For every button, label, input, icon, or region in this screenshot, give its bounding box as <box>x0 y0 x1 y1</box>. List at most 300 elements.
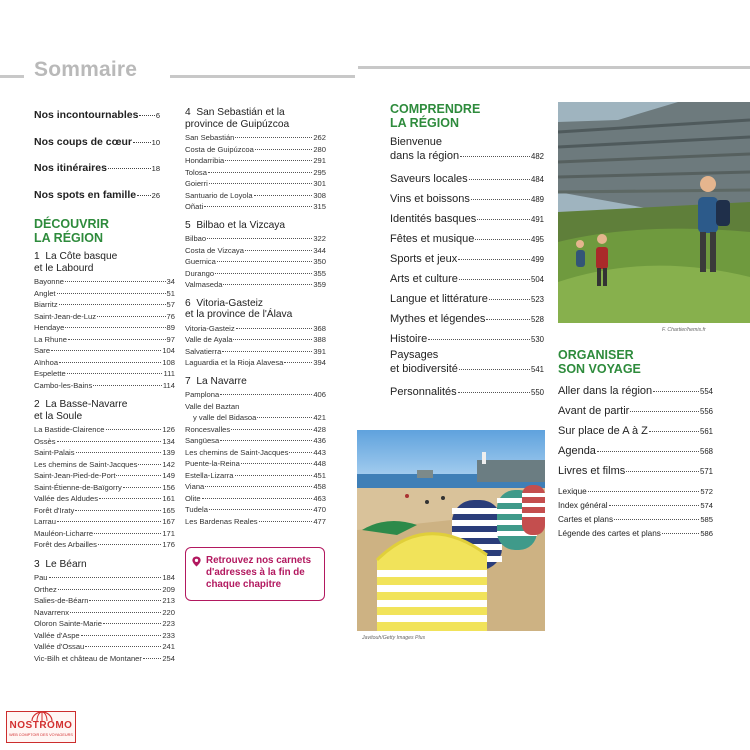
toc-entry-page: 18 <box>151 164 160 173</box>
toc-entry-page: 57 <box>166 300 175 309</box>
dot-leader <box>57 441 162 442</box>
dot-leader <box>99 498 161 499</box>
region-heading[interactable] <box>185 220 326 232</box>
toc-entry[interactable] <box>185 132 326 144</box>
dot-leader <box>65 281 166 282</box>
toc-entry-page: 142 <box>162 459 175 469</box>
toc-entry-page: 499 <box>530 255 544 264</box>
toc-entry-label: Bilbao <box>185 234 207 243</box>
beach-photo <box>357 430 545 631</box>
toc-entry-page: 161 <box>162 494 175 503</box>
dot-leader <box>245 250 312 251</box>
toc-entry-label: Aller dans la région <box>558 385 653 397</box>
dot-leader <box>459 369 530 370</box>
dot-leader <box>97 316 165 317</box>
toc-entry-page: 541 <box>530 365 544 374</box>
organiser-column <box>558 348 713 541</box>
toc-entry-label: Valmaseda <box>185 280 223 289</box>
toc-entry[interactable] <box>185 233 326 245</box>
toc-entry-page: 484 <box>530 175 544 184</box>
toc-entry-page: 308 <box>313 190 326 200</box>
toc-entry[interactable] <box>34 288 175 300</box>
toc-entry-label: Larrau <box>34 517 56 526</box>
toc-entry[interactable] <box>185 190 326 202</box>
toc-entry-page: 528 <box>530 315 544 324</box>
toc-entry[interactable] <box>185 323 326 335</box>
toc-entry-label: Sports et jeux <box>390 253 458 265</box>
dot-leader <box>208 172 312 173</box>
toc-entry-page: 34 <box>166 277 175 286</box>
toc-entry[interactable] <box>34 311 175 323</box>
toc-entry-label: Arts et culture <box>390 273 458 285</box>
toc-entry[interactable] <box>390 209 544 229</box>
toc-entry-page: 436 <box>313 436 326 445</box>
region-title-line2: et le Labourd <box>34 262 94 274</box>
toc-entry-label: Goierri <box>185 179 208 188</box>
region-title: La Basse-Navarre <box>45 399 128 410</box>
toc-entry-label: Oñati <box>185 202 204 211</box>
dot-leader <box>217 261 313 262</box>
region-number: 6 <box>185 297 191 309</box>
toc-entry-label: Nos incontournables <box>34 109 139 121</box>
toc-entry[interactable] <box>185 481 326 493</box>
toc-entry[interactable] <box>185 155 326 167</box>
toc-entry-label: Viana <box>185 482 205 491</box>
toc-entry[interactable] <box>185 504 326 516</box>
toc-entry-label: Légende des cartes et plans <box>558 529 661 538</box>
toc-entry[interactable] <box>185 424 326 436</box>
toc-entry-label: Forêt des Arbailles <box>34 540 97 549</box>
toc-entry-label: Orthez <box>34 584 57 594</box>
toc-entry[interactable] <box>34 276 175 288</box>
toc-entry-page: 184 <box>162 573 175 582</box>
dot-leader <box>241 463 312 464</box>
toc-entry[interactable] <box>34 630 175 642</box>
toc-entry-label: y valle del Bidasoa <box>193 413 257 422</box>
toc-entry[interactable] <box>558 461 713 481</box>
toc-entry-label: Cartes et plans <box>558 515 614 524</box>
toc-entry-page: 76 <box>166 311 175 321</box>
region-heading[interactable] <box>185 376 326 388</box>
toc-entry[interactable] <box>34 528 175 540</box>
toc-entry[interactable] <box>185 493 326 505</box>
toc-entry-page: 111 <box>163 369 175 378</box>
toc-entry[interactable] <box>390 269 544 289</box>
toc-entry-label: Nos spots en famille <box>34 188 137 201</box>
region-heading[interactable] <box>34 559 175 571</box>
dot-leader <box>103 623 161 624</box>
toc-entry-label: Vallée des Aldudes <box>34 494 99 503</box>
dot-leader <box>59 304 166 305</box>
toc-entry-label: Saint-Jean-Pied-de-Port <box>34 471 116 480</box>
dot-leader <box>597 451 699 452</box>
toc-entry[interactable] <box>34 572 175 584</box>
toc-entry[interactable] <box>185 178 326 190</box>
toc-entry[interactable] <box>185 346 326 358</box>
dot-leader <box>284 362 312 363</box>
dot-leader <box>209 183 313 184</box>
dot-leader <box>81 635 162 636</box>
toc-entry-page: 233 <box>162 630 175 640</box>
toc-entry-label: Agenda <box>558 445 596 457</box>
toc-entry[interactable] <box>185 201 326 213</box>
nostromo-logo <box>6 711 76 743</box>
toc-entry[interactable] <box>390 382 544 402</box>
toc-entry-page: 165 <box>162 505 175 515</box>
region-heading[interactable] <box>34 399 175 422</box>
beach-illustration <box>357 430 545 631</box>
dot-leader <box>662 533 699 534</box>
toc-entry-label: Bienvenue <box>390 136 442 148</box>
toc-entry[interactable] <box>34 322 175 334</box>
toc-entry-page: 428 <box>313 424 326 434</box>
toc-entry[interactable] <box>390 136 544 149</box>
toc-entry[interactable] <box>390 149 544 163</box>
toc-entry-page: 421 <box>313 413 326 422</box>
toc-entry-page: 470 <box>313 505 326 514</box>
toc-entry[interactable] <box>185 470 326 482</box>
dot-leader <box>133 142 151 143</box>
dot-leader <box>93 385 162 386</box>
dot-leader <box>231 429 312 430</box>
dot-leader <box>70 612 161 613</box>
region-block <box>185 107 326 213</box>
hikers-photo <box>558 102 750 323</box>
toc-entry-label: Estella-Lizarra <box>185 470 234 480</box>
toc-entry-label: Fêtes et musique <box>390 233 475 245</box>
toc-entry-label: Saveurs locales <box>390 173 468 185</box>
toc-entry-page: 295 <box>313 167 326 177</box>
region-title: Le Béarn <box>45 558 87 570</box>
logo-tagline: WEB COMPTOIR DES VOYAGEURS <box>9 733 73 737</box>
beach-photo-credit: Javitouh/Getty Images Plus <box>362 635 426 641</box>
toc-entry-label: Les chemins de Saint-Jacques <box>34 459 138 469</box>
toc-entry-label: Pamplona <box>185 390 220 399</box>
toc-entry[interactable] <box>558 485 713 499</box>
dot-leader <box>123 487 162 488</box>
region-block <box>185 376 326 528</box>
dot-leader <box>59 362 161 363</box>
logo-name: NOSTROMO <box>9 720 73 731</box>
toc-entry-page: 406 <box>313 390 326 399</box>
toc-entry-label: Tolosa <box>185 167 207 177</box>
organiser-title: ORGANISER SON VOYAGE <box>558 348 641 376</box>
dot-leader <box>215 273 312 274</box>
dot-leader <box>459 279 530 280</box>
dot-leader <box>626 471 699 472</box>
toc-entry-page: 220 <box>162 607 175 617</box>
dot-leader <box>116 475 161 476</box>
toc-entry[interactable] <box>185 279 326 291</box>
toc-entry-label: Sare <box>34 346 51 355</box>
dot-leader <box>137 195 151 196</box>
toc-entry-label: Nos itinéraires <box>34 162 107 174</box>
dot-leader <box>225 160 312 161</box>
dot-leader <box>204 206 312 207</box>
toc-entry[interactable] <box>185 412 326 424</box>
toc-entry-page: 523 <box>530 295 544 304</box>
header-rule-mid <box>170 75 355 78</box>
toc-entry-page: 254 <box>162 653 175 663</box>
toc-entry[interactable] <box>390 289 544 309</box>
toc-entry-label: Hendaye <box>34 323 65 332</box>
dot-leader <box>94 533 161 534</box>
comprendre-column <box>390 102 544 402</box>
toc-entry-label: La Bastide-Clairence <box>34 425 105 434</box>
toc-entry[interactable] <box>34 584 175 596</box>
toc-entry-page: 176 <box>162 540 175 549</box>
comprendre-title: COMPRENDRE LA RÉGION <box>390 102 481 130</box>
toc-entry[interactable] <box>390 229 544 249</box>
toc-entry[interactable] <box>34 368 175 380</box>
dot-leader <box>222 351 312 352</box>
toc-entry-label: Saint-Jean-de-Luz <box>34 311 97 321</box>
region-number: 1 <box>34 251 40 262</box>
dot-leader <box>235 137 312 138</box>
dot-leader <box>220 440 312 441</box>
toc-entry-page: 530 <box>530 335 544 344</box>
toc-entry-page: 443 <box>313 447 326 457</box>
toc-entry-page: 108 <box>162 357 175 367</box>
dot-leader <box>57 293 166 294</box>
toc-entry-label: Aïnhoa <box>34 357 59 367</box>
toc-entry[interactable] <box>558 527 713 541</box>
dot-leader <box>255 149 313 150</box>
toc-entry-label: Salies-de-Béarn <box>34 596 89 605</box>
toc-entry-label: Forêt d'Iraty <box>34 505 75 515</box>
toc-entry[interactable] <box>34 539 175 551</box>
toc-entry-page: 489 <box>530 195 544 204</box>
toc-entry[interactable] <box>34 482 175 494</box>
toc-entry-label: Langue et littérature <box>390 293 488 305</box>
toc-entry-page: 572 <box>700 487 713 496</box>
toc-entry[interactable] <box>185 516 326 528</box>
toc-entry-page: 51 <box>166 288 175 298</box>
toc-entry[interactable] <box>34 470 175 482</box>
dot-leader <box>67 373 163 374</box>
toc-entry-page: 355 <box>313 268 326 278</box>
toc-entry-page: 322 <box>313 234 326 243</box>
dot-leader <box>202 498 313 499</box>
region-title: Bilbao et la Vizcaya <box>196 219 286 231</box>
toc-entry-page: 359 <box>313 280 326 289</box>
toc-entry[interactable] <box>558 499 713 513</box>
toc-entry-page: 585 <box>700 515 713 524</box>
toc-entry-label: Index général <box>558 501 608 510</box>
toc-entry-page: 482 <box>530 152 544 161</box>
toc-entry[interactable] <box>34 189 160 216</box>
toc-entry-page: 301 <box>313 179 326 188</box>
region-title-line2: province de Guipúzcoa <box>185 118 290 130</box>
region-number: 5 <box>185 219 191 231</box>
region-title-line2: et la province de l'Álava <box>185 309 293 320</box>
callout-text: Retrouvez nos carnets d'adresses à la fin de chaque chapitre <box>206 555 312 590</box>
toc-entry-label: Costa de Vizcaya <box>185 245 244 255</box>
toc-entry-page: 561 <box>699 427 713 436</box>
region-block <box>34 559 175 665</box>
toc-entry[interactable] <box>390 309 544 329</box>
toc-entry-page: 10 <box>151 137 160 147</box>
dot-leader <box>289 452 312 453</box>
toc-entry[interactable] <box>185 144 326 156</box>
toc-entry-label: Olite <box>185 493 201 503</box>
dot-leader <box>235 475 313 476</box>
toc-entry[interactable] <box>34 436 175 448</box>
toc-entry[interactable] <box>185 458 326 470</box>
toc-entry[interactable] <box>34 607 175 619</box>
toc-entry[interactable] <box>34 334 175 346</box>
dot-leader <box>58 589 162 590</box>
toc-entry-page: 571 <box>699 467 713 476</box>
toc-entry-label: Salvatierra <box>185 346 222 356</box>
toc-entry-label: Vitoria-Gasteiz <box>185 323 235 333</box>
toc-entry-page: 350 <box>313 257 326 266</box>
dot-leader <box>458 392 530 393</box>
toc-entry[interactable] <box>34 380 175 392</box>
toc-entry[interactable] <box>185 245 326 257</box>
toc-entry-page: 6 <box>155 111 160 120</box>
toc-entry[interactable] <box>185 447 326 459</box>
toc-entry[interactable] <box>34 595 175 607</box>
toc-entry-label: La Rhune <box>34 334 67 344</box>
toc-entry[interactable] <box>185 268 326 280</box>
region-heading[interactable] <box>185 107 326 130</box>
region-title: Vitoria-Gasteiz <box>196 297 263 309</box>
toc-entry[interactable] <box>34 299 175 311</box>
dot-leader <box>85 646 161 647</box>
toc-entry[interactable] <box>390 169 544 189</box>
toc-entry[interactable] <box>34 162 160 189</box>
toc-entry-page: 388 <box>313 335 326 344</box>
toc-entry[interactable] <box>558 421 713 441</box>
toc-entry-page: 574 <box>700 501 713 510</box>
dot-leader <box>486 319 530 320</box>
toc-entry[interactable] <box>34 505 175 517</box>
toc-entry-label: Paysages <box>390 349 439 361</box>
toc-entry-page: 458 <box>313 482 326 491</box>
toc-entry-label: Espelette <box>34 369 66 378</box>
toc-entry[interactable] <box>34 516 175 528</box>
toc-entry[interactable] <box>558 441 713 461</box>
dot-leader <box>138 464 161 465</box>
toc-entry-page: 126 <box>162 425 175 434</box>
toc-entry-label: Valle de Ayala <box>185 335 233 344</box>
toc-entry-page: 97 <box>166 334 175 344</box>
toc-entry-label: Bayonne <box>34 277 64 286</box>
toc-entry-page: 241 <box>162 642 175 651</box>
toc-entry[interactable] <box>390 362 544 376</box>
header-rule-right <box>358 66 750 69</box>
toc-entry-page: 171 <box>162 528 175 538</box>
toc-entry-page: 368 <box>313 323 326 333</box>
dot-leader <box>139 115 154 116</box>
toc-entry-page: 167 <box>162 517 175 526</box>
toc-entry-label: Livres et films <box>558 465 626 477</box>
header-rule-left <box>0 75 24 78</box>
toc-entry[interactable] <box>185 167 326 179</box>
region-block <box>185 298 326 369</box>
toc-entry[interactable] <box>558 401 713 421</box>
toc-entry-page: 139 <box>162 448 175 457</box>
region-heading[interactable] <box>34 251 175 274</box>
toc-entry[interactable] <box>34 493 175 505</box>
region-heading[interactable] <box>185 298 326 321</box>
toc-entry[interactable] <box>34 424 175 436</box>
toc-entry-label: Vallée d'Aspe <box>34 630 80 640</box>
hikers-photo-credit: F. Chartier/hemis.fr <box>662 327 706 333</box>
toc-entry[interactable] <box>34 447 175 459</box>
toc-entry[interactable] <box>34 653 175 665</box>
toc-entry[interactable] <box>185 435 326 447</box>
dot-leader <box>475 239 530 240</box>
dot-leader <box>609 505 700 506</box>
toc-entry-page: 451 <box>313 470 326 480</box>
region-block <box>34 251 175 391</box>
toc-entry[interactable] <box>34 357 175 369</box>
toc-entry-page: 223 <box>162 619 175 628</box>
toc-entry-label: Identités basques <box>390 213 477 225</box>
dot-leader <box>89 600 161 601</box>
toc-entry-label: Costa de Guipúzcoa <box>185 144 254 154</box>
toc-entry-page: 391 <box>313 346 326 356</box>
dot-leader <box>477 219 530 220</box>
dot-leader <box>257 417 312 418</box>
toc-entry[interactable] <box>185 357 326 369</box>
toc-entry-page: 149 <box>162 471 175 480</box>
toc-entry[interactable] <box>185 334 326 346</box>
region-title-line2: et la Soule <box>34 410 83 422</box>
toc-entry[interactable] <box>390 329 544 349</box>
toc-entry-page: 262 <box>313 133 326 142</box>
dot-leader <box>220 394 312 395</box>
toc-entry[interactable] <box>185 401 326 413</box>
dot-leader <box>65 327 165 328</box>
toc-entry[interactable] <box>34 618 175 630</box>
toc-entry-label: Biarritz <box>34 300 58 309</box>
dot-leader <box>649 431 699 432</box>
dot-leader <box>49 577 162 578</box>
toc-entry-page: 114 <box>162 380 175 390</box>
toc-entry[interactable] <box>390 249 544 269</box>
toc-entry-page: 213 <box>162 596 175 605</box>
dot-leader <box>205 486 312 487</box>
dot-leader <box>428 339 530 340</box>
toc-entry[interactable] <box>34 345 175 357</box>
dot-leader <box>233 339 312 340</box>
toc-entry-page: 89 <box>166 323 175 332</box>
toc-entry[interactable] <box>558 381 713 401</box>
toc-entry[interactable] <box>185 389 326 401</box>
toc-entry[interactable] <box>34 641 175 653</box>
toc-entry-label: Durango <box>185 268 215 278</box>
dot-leader <box>68 339 166 340</box>
toc-entry-page: 209 <box>162 584 175 594</box>
dot-leader <box>223 284 312 285</box>
dot-leader <box>469 179 530 180</box>
toc-entry[interactable] <box>558 513 713 527</box>
region-number: 7 <box>185 375 191 387</box>
toc-entry[interactable] <box>390 349 544 362</box>
toc-entry-page: 504 <box>530 275 544 284</box>
toc-entry[interactable] <box>34 136 160 163</box>
dot-leader <box>108 168 151 169</box>
toc-entry-label: Nos coups de cœur <box>34 135 133 148</box>
toc-entry-page: 291 <box>313 156 326 165</box>
toc-entry[interactable] <box>390 189 544 209</box>
toc-entry[interactable] <box>185 256 326 268</box>
toc-entry[interactable] <box>34 109 160 136</box>
toc-entry[interactable] <box>34 459 175 471</box>
